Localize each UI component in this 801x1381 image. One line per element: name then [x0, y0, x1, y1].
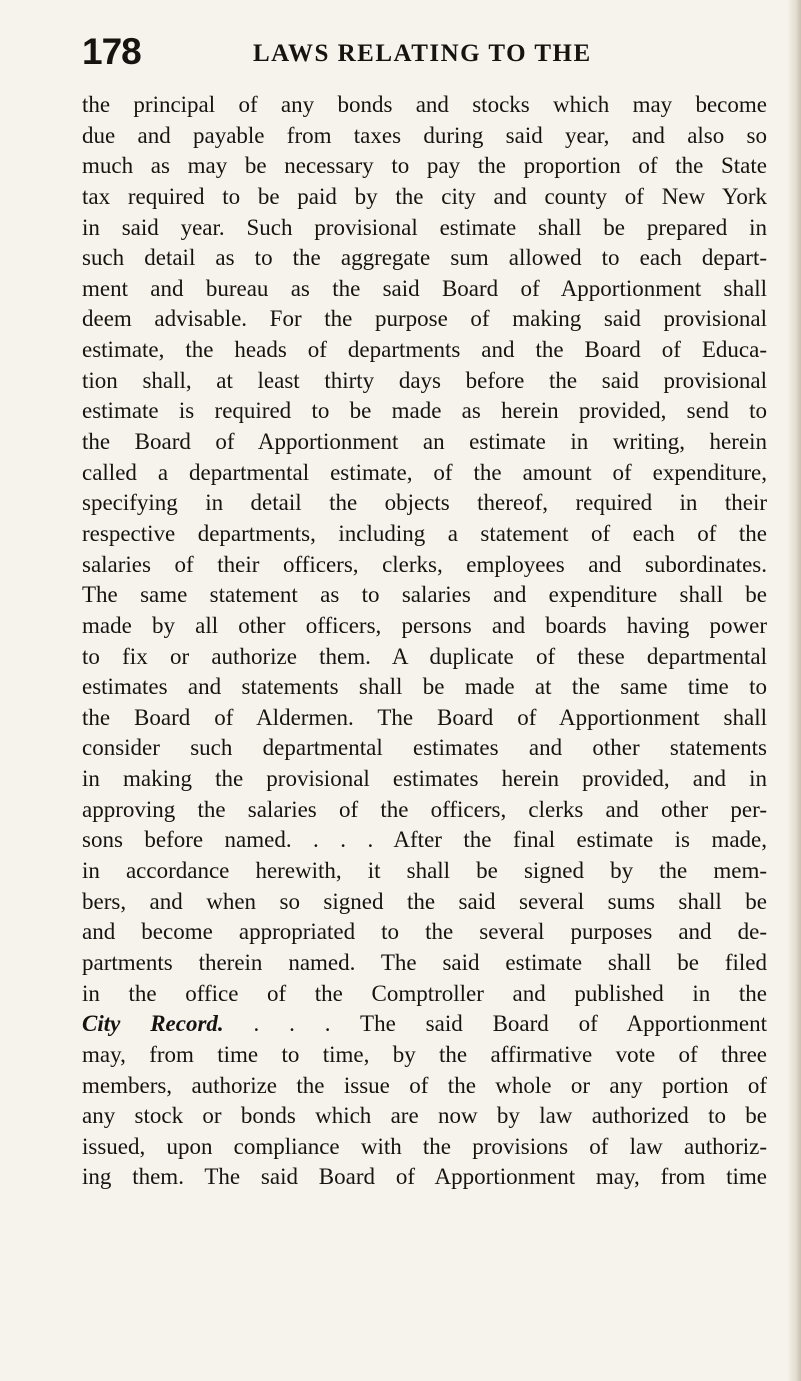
text-line: the Board of Apportionment an estimate in writing, herein [82, 429, 767, 455]
page-edge-shadow [787, 0, 801, 1381]
text-line: much as may be necessary to pay the proportion of the State [82, 153, 767, 179]
text-line: any stock or bonds which are now by law authorized to be [82, 1103, 767, 1129]
text-line-rest: . . . The said Board of Apportionment [223, 1011, 767, 1037]
text-line: made by all other officers, persons and boards having power [82, 612, 767, 638]
page-number: 178 [82, 31, 141, 72]
text-line: The same statement as to salaries and expenditure shall be [82, 582, 767, 608]
text-line: in said year. Such provisional estimate shall be prepared in [82, 214, 767, 240]
text-line: deem advisable. For the purpose of making said provisional [82, 306, 767, 332]
text-line-record [82, 1009, 767, 1040]
body-text [82, 90, 767, 1193]
text-line: the principal of any bonds and stocks which may become [82, 92, 767, 117]
text-line: to fix or authorize them. A duplicate of these departmental [82, 643, 767, 669]
text-line: in accordance herewith, it shall be signed by the mem- [82, 858, 767, 884]
text-line: estimate is required to be made as herein provided, send to [82, 398, 767, 424]
text-line: in making the provisional estimates herein provided, and in [82, 766, 767, 792]
text-line: ing them. The said Board of Apportionment may, from time [82, 1164, 767, 1190]
text-line: approving the salaries of the officers, clerks and other per- [82, 796, 767, 822]
text-line: estimates and statements shall be made at the same time to [82, 674, 767, 700]
text-line: estimate, the heads of departments and the Board of Educa- [82, 337, 767, 363]
city-record-title: City Record. [82, 1011, 224, 1037]
running-head [82, 30, 782, 80]
text-line: may, from time to time, by the affirmative vote of three [82, 1041, 767, 1067]
text-line: consider such departmental estimates and other statements [82, 735, 767, 761]
text-line: such detail as to the aggregate sum allowed to each depart- [82, 245, 767, 271]
text-line: specifying in detail the objects thereof, required in their [82, 490, 767, 516]
text-line: and become appropriated to the several purposes and de- [82, 919, 767, 945]
text-line: partments therein named. The said estimate shall be filed [82, 949, 767, 975]
text-line: in the office of the Comptroller and published in the [82, 980, 767, 1006]
text-line: tax required to be paid by the city and county of New York [82, 183, 767, 209]
text-line: members, authorize the issue of the whole or any portion of [82, 1072, 767, 1098]
text-line: called a departmental estimate, of the amount of expenditure, [82, 459, 767, 485]
text-line: bers, and when so signed the said several sums shall be [82, 888, 767, 914]
text-line: issued, upon compliance with the provisions of law authoriz- [82, 1133, 767, 1159]
text-line: ment and bureau as the said Board of Apportionment shall [82, 275, 767, 301]
text-line: tion shall, at least thirty days before the said provisional [82, 367, 767, 393]
text-line: salaries of their officers, clerks, employees and subordinates. [82, 551, 767, 577]
text-line: respective departments, including a statement of each of the [82, 520, 767, 546]
text-line: the Board of Aldermen. The Board of Apportionment shall [82, 704, 767, 730]
text-line: due and payable from taxes during said year, and also so [82, 122, 767, 148]
text-line: sons before named. . . . After the final estimate is made, [82, 827, 767, 853]
running-title: LAWS RELATING TO THE [253, 40, 592, 67]
